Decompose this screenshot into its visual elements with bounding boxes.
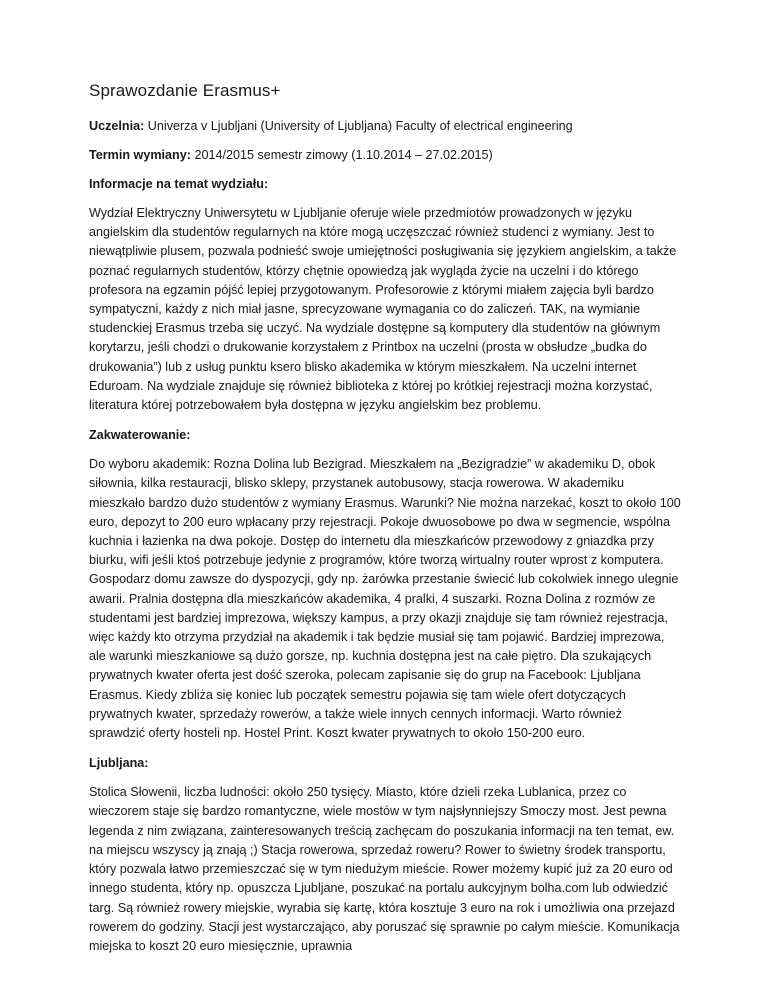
section-heading-faculty: Informacje na temat wydziału: (89, 177, 269, 191)
section-heading-ljubljana: Ljubljana: (89, 756, 149, 771)
section-heading-accommodation: Zakwaterowanie: (89, 428, 191, 443)
document-title: Sprawozdanie Erasmus+ (89, 81, 281, 100)
section-text-accommodation: Do wyboru akademik: Rozna Dolina lub Bezigrad. Mieszkałem na „Bezigradzie” w akademiku D, obok siłownia, kilka restauracji, blisko sklepy, przystanek autobusowy, stacja rowerowa. W akademiku mieszkało bardzo dużo studentów z wymiany Erasmus. Warunki? Nie można narzekać, koszt to około 100 euro, depozyt to 200 euro wpłacany przy rejestracji. Pokoje dwuosobowe po dwa w segmencie, wspólna kuchnia i łazienka na dwa pokoje. Dostęp do internetu dla mieszkańców przewodowy z gniazdka przy biurku, wifi jeśli ktoś potrzebuje jedynie z programów, które tworzą wirtualny router wprost z komputera. Gospodarz domu zawsze do dyspozycji, gdy np. żarówka przestanie świecić lub cokolwiek innego ulegnie awarii. Pralnia dostępna dla mieszkańców akademika, 4 pralki, 4 suszarki. Rozna Dolina z rozmów ze studentami jest bardziej imprezowa, większy kampus, a przy okazji znajduje się tam również rejestracja, więc każdy kto otrzyma przydział na akademik i tak będzie musiał się tam pojawić. Bardziej imprezowa, ale warunki mieszkaniowe są dużo gorsze, np. kuchnia dostępna jest na całe piętro. Dla szukających prywatnych kwater oferta jest dość szeroka, polecam zapisanie się do grup na Facebook: Ljubljana Erasmus. Kiedy zbliża się koniec lub początek semestru pojawia się tam wiele ofert dotyczących prywatnych kwater, sprzedaży rowerów, a także wiele innych cennych informacji. Warto również sprawdzić oferty hosteli np. Hostel Print. Koszt kwater prywatnych to około 150-200 euro. (89, 457, 681, 741)
university-value: Univerza v Ljubljani (University of Ljubljana) Faculty of electrical engineering (144, 119, 573, 133)
section-text-faculty: Wydział Elektryczny Uniwersytetu w Ljubljanie oferuje wiele przedmiotów prowadzonych w języku angielskim dla studentów regularnych na które mogą uczęszczać również studenci z wymiany. Jest to niewątpliwie plusem, pozwala podnieść swoje umiejętności posługiwania się językiem angielskim, a także poznać regularnych studentów, którzy chętnie opowiedzą jak wygląda życie na uczelni i do którego profesora na egzamin pójść lepiej przygotowanym. Profesorowie z którymi miałem zajęcia byli bardzo sympatyczni, każdy z nich miał jasne, sprecyzowane wymagania co do zaliczeń. TAK, na wymianie studenckiej Erasmus trzeba się uczyć. Na wydziale dostępne są komputery dla studentów na głównym korytarzu, jeśli chodzi o drukowanie korzystałem z Printbox na uczelni (prosta w obsłudze „budka do drukowania”) lub z usług punktu ksero blisko akademika w którym mieszkałem. Na uczelni internet Eduroam. Na wydziale znajduje się również biblioteka z której po krótkiej rejestracji można korzystać, literatura której potrzebowałem była dostępna w języku angielskim bez problemu. (89, 206, 677, 413)
section-text-ljubljana: Stolica Słowenii, liczba ludności: około 250 tysięcy. Miasto, które dzieli rzeka Lublanica, przez co wieczorem staje się bardzo romantyczne, wiele mostów w tym najsłynniejszy Smoczy most. Jest pewna legenda z nim związana, zainteresowanych treścią zachęcam do poszukania informacji na ten temat, ew. na miejscu wszyscy ją znają ;) Stacja rowerowa, sprzedaż roweru? Rower to świetny środek transportu, który pozwala łatwo przemieszczać się w tym niedużym mieście. Rower możemy kupić już za 20 euro od innego studenta, który np. opuszcza Ljubljane, poszukać na portalu aukcyjnym bolha.com lub odwiedzić targ. Są również rowery miejskie, wyrabia się kartę, która kosztuje 3 euro na rok i umożliwia ona przejazd rowerem do godziny. Stacji jest wystarczająco, aby poruszać się sprawnie po całym mieście. Komunikacja miejska to koszt 20 euro miesięcznie, uprawnia (89, 785, 680, 953)
university-label: Uczelnia: (89, 119, 145, 133)
document-page (89, 80, 681, 967)
university-field (89, 117, 681, 136)
term-label: Termin wymiany: (89, 148, 191, 162)
term-value: 2014/2015 semestr zimowy (1.10.2014 – 27.02.2015) (190, 148, 493, 162)
term-field (89, 146, 681, 165)
